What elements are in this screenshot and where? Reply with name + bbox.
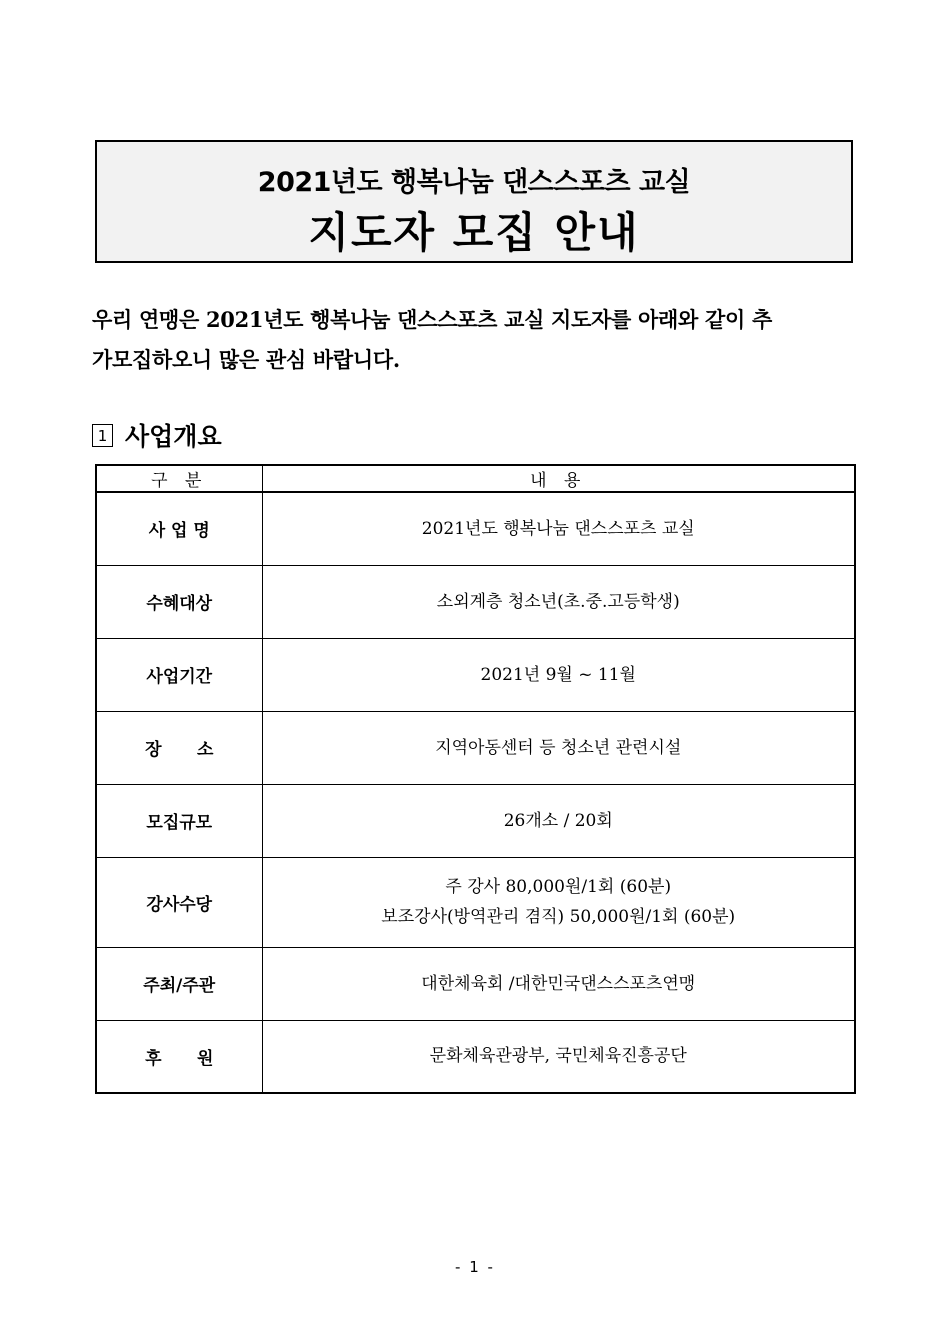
- row-value: [262, 857, 855, 947]
- table-row: [96, 638, 855, 711]
- row-value: [262, 492, 855, 565]
- title-box: [95, 140, 853, 263]
- title-main: 2021년도 행복나눔 댄스스포츠 교실: [257, 167, 691, 198]
- overview-table: [95, 464, 856, 1094]
- row-value-line: 보조강사(방역관리 겸직) 50,000원/1회 (60분): [381, 907, 736, 927]
- row-value-line: 대한체육회 /대한민국댄스스포츠연맹: [421, 973, 696, 994]
- title-sub: 지도자 모집 안내: [308, 208, 640, 257]
- row-value-line: 주 강사 80,000원/1회 (60분): [445, 877, 672, 897]
- row-value: [262, 565, 855, 638]
- intro-line-1: 우리 연맹은 2021년도 행복나눔 댄스스포츠 교실 지도자를 아래와 같이 추: [92, 307, 772, 332]
- page-number: - 1 -: [455, 1258, 495, 1276]
- row-value-line: 26개소 / 20회: [503, 810, 613, 831]
- row-value-line: 2021년도 행복나눔 댄스스포츠 교실: [421, 518, 695, 539]
- row-label: 주최/주관: [96, 947, 262, 1020]
- section-title: 사업개요: [125, 422, 222, 451]
- row-value: [262, 638, 855, 711]
- table-row: [96, 711, 855, 784]
- header-content: 내 용: [262, 465, 855, 492]
- table-row: [96, 565, 855, 638]
- table-row: [96, 784, 855, 857]
- row-value: [262, 784, 855, 857]
- row-value-line: 2021년 9월 ~ 11월: [480, 664, 636, 685]
- row-value: [262, 947, 855, 1020]
- row-value: [262, 1020, 855, 1093]
- header-category: 구 분: [96, 465, 262, 492]
- row-value-line: 지역아동센터 등 청소년 관련시설: [435, 737, 682, 758]
- table-header-row: [96, 465, 855, 492]
- table-row: [96, 492, 855, 565]
- row-label: 사 업 명: [96, 492, 262, 565]
- row-label: 장 소: [96, 711, 262, 784]
- intro-line-2: 가모집하오니 많은 관심 바랍니다.: [92, 347, 400, 372]
- row-label: 수혜대상: [96, 565, 262, 638]
- row-value-line: 소외계층 청소년(초.중.고등학생): [436, 591, 680, 612]
- row-value-line: 문화체육관광부, 국민체육진흥공단: [429, 1046, 687, 1067]
- section-number-box: 1: [92, 424, 113, 447]
- row-label: 후 원: [96, 1020, 262, 1093]
- table-row: [96, 857, 855, 947]
- intro-paragraph: [92, 300, 852, 380]
- row-label: 모집규모: [96, 784, 262, 857]
- table-row: [96, 947, 855, 1020]
- row-value: [262, 711, 855, 784]
- table-row: [96, 1020, 855, 1093]
- section-heading: [92, 417, 222, 453]
- row-label: 강사수당: [96, 857, 262, 947]
- row-label: 사업기간: [96, 638, 262, 711]
